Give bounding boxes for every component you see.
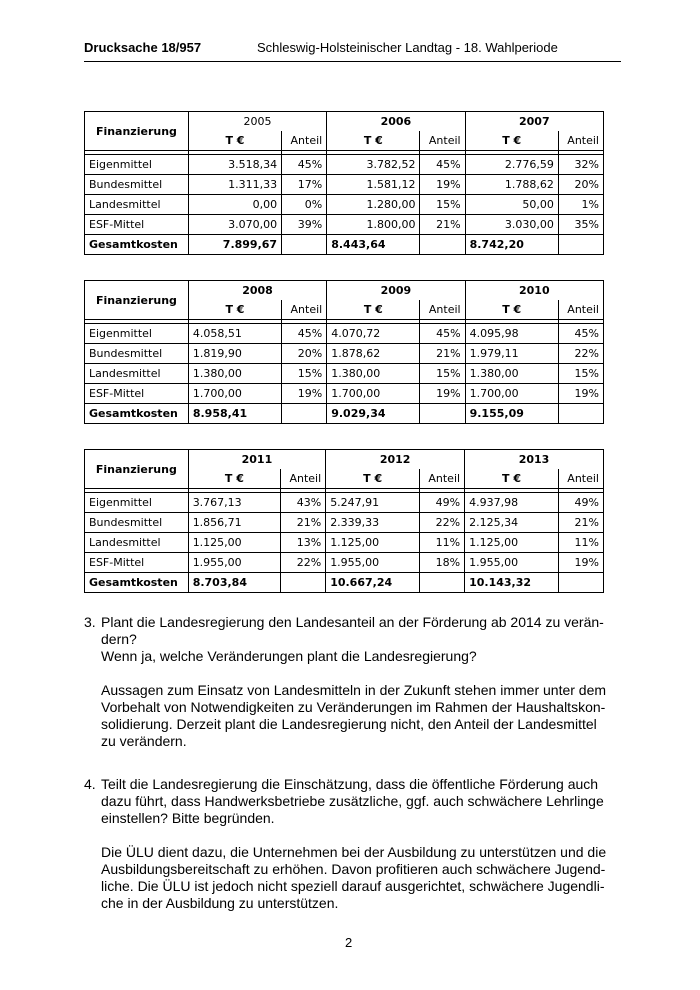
col-teu: T €: [327, 300, 420, 320]
col-teu: T €: [326, 469, 420, 489]
cell-share: 13%: [281, 533, 326, 553]
total-value: 8.742,20: [465, 235, 558, 255]
cell-share: 15%: [282, 364, 327, 384]
cell-value: 1.700,00: [188, 384, 281, 404]
table-row: [85, 195, 604, 215]
answer-line: Die ÜLU dient dazu, die Unternehmen bei der Ausbildung zu unterstützen und die: [101, 844, 607, 860]
col-share: Anteil: [282, 300, 327, 320]
cell-value: 1.856,71: [188, 513, 280, 533]
cell-share: 11%: [558, 533, 603, 553]
total-value: 8.958,41: [188, 404, 281, 424]
cell-value: 1.311,33: [188, 175, 281, 195]
total-label: Gesamtkosten: [85, 573, 189, 593]
answer-line: solidierung. Derzeit plant die Landesregierung nicht, den Anteil der Landesmittel: [101, 716, 597, 732]
cell-share: 15%: [558, 364, 603, 384]
cell-value: 1.955,00: [188, 553, 280, 573]
cell-share: 21%: [420, 215, 465, 235]
total-value: 9.155,09: [465, 404, 558, 424]
cell-value: 1.700,00: [465, 384, 558, 404]
col-share: Anteil: [558, 300, 603, 320]
table-row: [85, 344, 604, 364]
table-total-row: [85, 404, 604, 424]
table-total-row: [85, 235, 604, 255]
cell-share: 19%: [558, 553, 603, 573]
answer-text: [101, 844, 614, 912]
cell-value: 1.125,00: [326, 533, 420, 553]
cell-share: 45%: [558, 324, 603, 344]
col-teu: T €: [465, 300, 558, 320]
table-row: [85, 513, 604, 533]
year-header: 2012: [326, 450, 465, 470]
cell-share: 11%: [420, 533, 465, 553]
table-row: [85, 364, 604, 384]
table-row: [85, 215, 604, 235]
table-row: [85, 155, 604, 175]
total-label: Gesamtkosten: [85, 404, 189, 424]
cell-value: 1.581,12: [327, 175, 420, 195]
cell-value: 4.070,72: [327, 324, 420, 344]
total-value: 8.703,84: [188, 573, 280, 593]
financing-table-2005-2007: [84, 111, 604, 255]
row-label: Bundesmittel: [85, 513, 189, 533]
table-row: [85, 533, 604, 553]
col-teu: T €: [327, 131, 420, 151]
row-label: ESF-Mittel: [85, 215, 189, 235]
cell-share: 49%: [420, 493, 465, 513]
cell-value: 3.767,13: [188, 493, 280, 513]
financing-table-2011-2013: [84, 449, 604, 593]
cell-share: 39%: [282, 215, 327, 235]
cell-share: 1%: [558, 195, 603, 215]
cell-value: 3.518,34: [188, 155, 281, 175]
question-text: einstellen? Bitte begründen.: [101, 810, 275, 826]
row-label: Eigenmittel: [85, 493, 189, 513]
cell-value: 1.878,62: [327, 344, 420, 364]
cell-value: 3.782,52: [327, 155, 420, 175]
total-value: 10.667,24: [326, 573, 420, 593]
row-label: Eigenmittel: [85, 155, 189, 175]
col-share: Anteil: [558, 469, 603, 489]
cell-value: 4.095,98: [465, 324, 558, 344]
col-teu: T €: [188, 131, 281, 151]
total-value: 8.443,64: [327, 235, 420, 255]
cell-share: 18%: [420, 553, 465, 573]
cell-value: 1.800,00: [327, 215, 420, 235]
col-share: Anteil: [420, 300, 465, 320]
col-share: Anteil: [420, 131, 465, 151]
answer-line: liche. Die ÜLU ist jedoch nicht speziell darauf ausgerichtet, schwächere Jugendli-: [101, 878, 605, 894]
col-teu: T €: [188, 469, 280, 489]
total-value: 10.143,32: [465, 573, 559, 593]
cell-value: 2.125,34: [465, 513, 559, 533]
cell-share: 19%: [282, 384, 327, 404]
cell-value: 1.380,00: [327, 364, 420, 384]
col-share: Anteil: [282, 131, 327, 151]
year-header: 2007: [465, 112, 603, 132]
cell-value: 4.937,98: [465, 493, 559, 513]
answer-line: Vorbehalt von Notwendigkeiten zu Veränderungen im Rahmen der Haushaltskon-: [101, 699, 606, 715]
row-label: Bundesmittel: [85, 175, 189, 195]
parliament-title: Schleswig-Holsteinischer Landtag - 18. Wahlperiode: [257, 40, 558, 55]
cell-value: 1.955,00: [465, 553, 559, 573]
cell-share: 0%: [282, 195, 327, 215]
col-share: Anteil: [420, 469, 465, 489]
answer-text: [101, 682, 614, 750]
question-4: [84, 776, 614, 912]
cell-value: 1.125,00: [465, 533, 559, 553]
year-header: 2010: [465, 281, 603, 301]
cell-share: 22%: [420, 513, 465, 533]
total-value: 7.899,67: [188, 235, 281, 255]
cell-share: 35%: [558, 215, 603, 235]
cell-share: 20%: [282, 344, 327, 364]
question-number: 4.: [84, 776, 96, 792]
cell-share: 22%: [558, 344, 603, 364]
col-teu: T €: [465, 469, 559, 489]
cell-share: 45%: [282, 324, 327, 344]
cell-share: 19%: [420, 175, 465, 195]
table-head-label: Finanzierung: [85, 450, 189, 489]
question-text: Wenn ja, welche Veränderungen plant die Landesregierung?: [101, 648, 477, 664]
row-label: Landesmittel: [85, 195, 189, 215]
year-header: 2013: [465, 450, 604, 470]
question-text: dazu führt, dass Handwerksbetriebe zusätzliche, ggf. auch schwächere Lehrlinge: [101, 793, 604, 809]
cell-share: 15%: [420, 195, 465, 215]
cell-value: 2.776,59: [465, 155, 558, 175]
cell-share: 19%: [420, 384, 465, 404]
table-row: [85, 493, 604, 513]
question-text: dern?: [101, 631, 137, 647]
cell-value: 1.955,00: [326, 553, 420, 573]
col-teu: T €: [188, 300, 281, 320]
total-value: 9.029,34: [327, 404, 420, 424]
question-number: 3.: [84, 614, 96, 630]
answer-line: che in der Ausbildung zu unterstützen.: [101, 895, 339, 911]
cell-value: 4.058,51: [188, 324, 281, 344]
cell-value: 1.819,90: [188, 344, 281, 364]
cell-share: 19%: [558, 384, 603, 404]
financing-table-2008-2010: [84, 280, 604, 424]
cell-value: 3.070,00: [188, 215, 281, 235]
row-label: Eigenmittel: [85, 324, 189, 344]
cell-share: 45%: [420, 324, 465, 344]
table-row: [85, 384, 604, 404]
cell-share: 21%: [281, 513, 326, 533]
answer-line: Ausbildungsbereitschaft zu erhöhen. Davon profitieren auch schwächere Jugend-: [101, 861, 606, 877]
document-number: Drucksache 18/957: [84, 40, 202, 55]
table-total-row: [85, 573, 604, 593]
answer-line: Aussagen zum Einsatz von Landesmitteln in der Zukunft stehen immer unter dem: [101, 682, 607, 698]
answer-line: zu verändern.: [101, 733, 187, 749]
cell-value: 0,00: [188, 195, 281, 215]
cell-share: 21%: [420, 344, 465, 364]
row-label: ESF-Mittel: [85, 553, 189, 573]
row-label: ESF-Mittel: [85, 384, 189, 404]
year-header: 2005: [188, 112, 326, 132]
question-text: Teilt die Landesregierung die Einschätzung, dass die öffentliche Förderung auch: [101, 776, 599, 792]
cell-value: 3.030,00: [465, 215, 558, 235]
cell-share: 20%: [558, 175, 603, 195]
table-row: [85, 324, 604, 344]
cell-value: 50,00: [465, 195, 558, 215]
cell-value: 1.700,00: [327, 384, 420, 404]
table-head-label: Finanzierung: [85, 112, 189, 151]
cell-share: 45%: [420, 155, 465, 175]
table-row: [85, 553, 604, 573]
table-row: [85, 175, 604, 195]
question-3: [84, 614, 614, 750]
cell-value: 2.339,33: [326, 513, 420, 533]
page-number: 2: [345, 935, 353, 950]
cell-share: 32%: [558, 155, 603, 175]
table-head-label: Finanzierung: [85, 281, 189, 320]
cell-value: 1.788,62: [465, 175, 558, 195]
cell-value: 1.280,00: [327, 195, 420, 215]
cell-value: 1.125,00: [188, 533, 280, 553]
row-label: Bundesmittel: [85, 344, 189, 364]
cell-share: 22%: [281, 553, 326, 573]
cell-share: 15%: [420, 364, 465, 384]
cell-value: 1.979,11: [465, 344, 558, 364]
cell-share: 49%: [558, 493, 603, 513]
row-label: Landesmittel: [85, 533, 189, 553]
cell-value: 1.380,00: [465, 364, 558, 384]
page-header: [84, 37, 621, 62]
year-header: 2011: [188, 450, 326, 470]
cell-value: 5.247,91: [326, 493, 420, 513]
cell-value: 1.380,00: [188, 364, 281, 384]
year-header: 2009: [327, 281, 465, 301]
col-share: Anteil: [281, 469, 326, 489]
col-share: Anteil: [558, 131, 603, 151]
row-label: Landesmittel: [85, 364, 189, 384]
question-text: Plant die Landesregierung den Landesanteil an der Förderung ab 2014 zu verän-: [101, 614, 604, 630]
col-teu: T €: [465, 131, 558, 151]
cell-share: 45%: [282, 155, 327, 175]
cell-share: 17%: [282, 175, 327, 195]
cell-share: 43%: [281, 493, 326, 513]
cell-share: 21%: [558, 513, 603, 533]
total-label: Gesamtkosten: [85, 235, 189, 255]
year-header: 2008: [188, 281, 326, 301]
year-header: 2006: [327, 112, 465, 132]
